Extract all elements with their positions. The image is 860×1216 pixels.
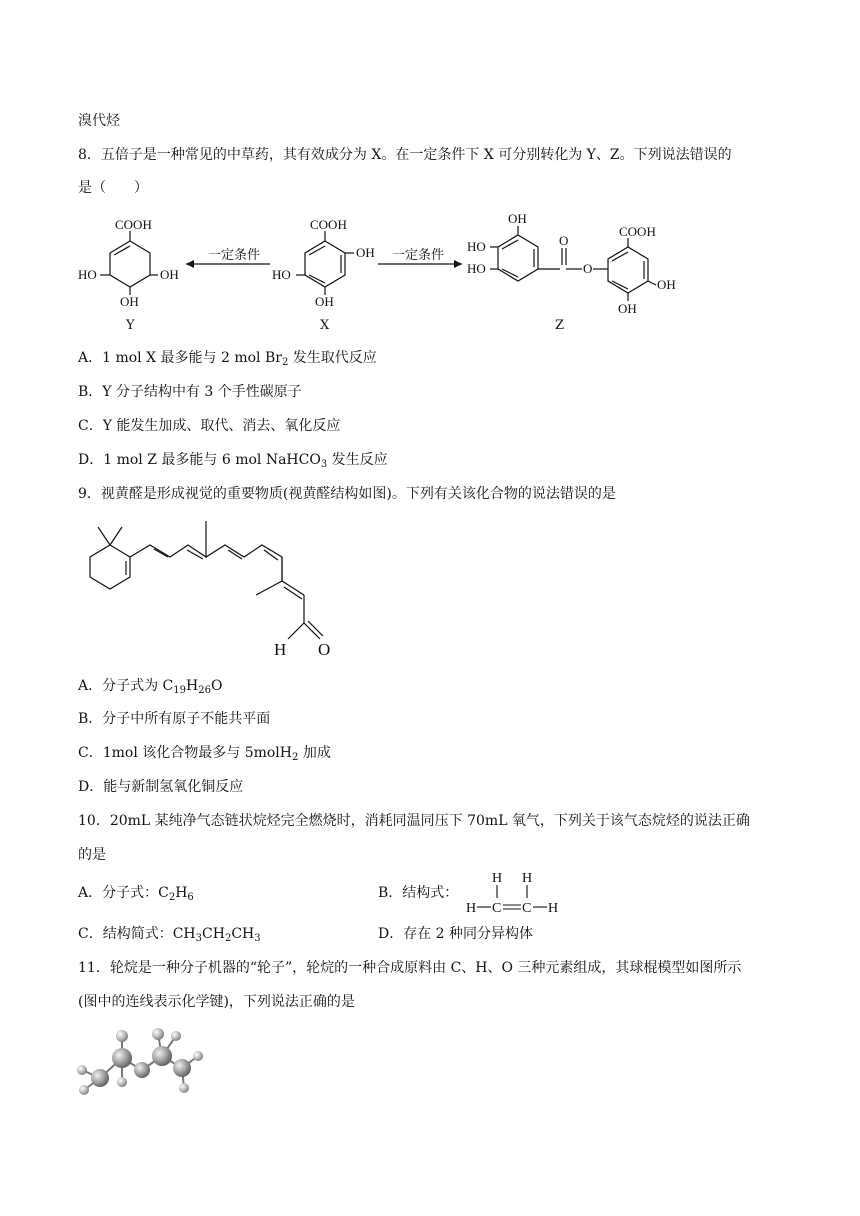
h-atom-ball	[116, 1030, 128, 1042]
y-ring	[110, 241, 150, 287]
q9-option-d: D．能与新制氢氧化铜反应	[78, 779, 244, 795]
q10-option-d: D．存在 2 种同分异构体	[378, 926, 534, 942]
x-oh-bottom: OH	[315, 294, 334, 309]
heavy-atom-ball	[91, 1069, 109, 1087]
q10-stem-line1: 10．20mL 某纯净气态链状烷烃完全燃烧时，消耗同温同压下 70mL 氧气，下列关于该气态烷烃的说法正确	[78, 813, 750, 829]
x-cooh: COOH	[310, 217, 347, 232]
polyene-chain	[130, 521, 282, 581]
y-oh-bottom: OH	[120, 294, 139, 309]
ethylene-h-top-right: H	[522, 871, 533, 886]
arrow-label-left: 一定条件	[208, 247, 261, 262]
label-z: Z	[555, 318, 565, 333]
y-cooh: COOH	[115, 217, 152, 232]
q10-option-c: C．结构简式：$CH_3CH_2CH_3$	[78, 926, 261, 944]
h-atom-ball	[152, 1028, 164, 1040]
ethylene-structural-formula	[462, 865, 572, 917]
q9-option-a: A．分子式为 $C_{19}H_{26}O$	[78, 678, 223, 696]
z-oh-top: OH	[508, 211, 527, 226]
retinal-structure-figure	[70, 515, 370, 665]
q8-stem-line2: 是（ ）	[78, 180, 148, 196]
h-atom-ball	[79, 1085, 89, 1095]
z-left-ring	[498, 235, 538, 281]
aldehyde-h: H	[274, 640, 287, 659]
label-y: Y	[126, 318, 135, 333]
z-ho-1: HO	[467, 239, 486, 254]
y-ho: HO	[78, 267, 97, 282]
heavy-atom-ball	[173, 1059, 191, 1077]
q9-option-b: B．分子中所有原子不能共平面	[78, 711, 271, 727]
q10-option-a: A．分子式：$C_2H_6$	[78, 885, 194, 903]
ethylene-c-left: C	[492, 901, 502, 916]
z-right-ring	[608, 247, 648, 293]
z-ho-2: HO	[467, 261, 486, 276]
z-oh-bottom: OH	[618, 301, 637, 316]
z-carbonyl-o: O	[559, 233, 569, 248]
q11-stem-line1: 11．轮烷是一种分子机器的“轮子”，轮烷的一种合成原料由 C、H、O 三种元素组成，其球棍模型如图所示	[78, 960, 742, 976]
q8-option-b: B．Y 分子结构中有 3 个手性碳原子	[78, 384, 302, 400]
x-oh-right: OH	[356, 245, 375, 260]
y-oh-right: OH	[160, 267, 179, 282]
label-x: X	[320, 318, 330, 333]
q9-stem: 9．视黄醛是形成视觉的重要物质(视黄醛结构如图)。下列有关该化合物的说法错误的是	[78, 486, 616, 502]
heavy-atom-ball	[134, 1062, 150, 1078]
q8-option-d: D．1 mol Z 最多能与 6 mol NaHCO$_3$ 发生反应	[78, 452, 388, 470]
x-ho: HO	[272, 267, 291, 282]
h-atom-ball	[77, 1065, 87, 1075]
h-atom-ball	[179, 1083, 189, 1093]
ethylene-h-top-left: H	[492, 871, 503, 886]
ball-and-stick-model	[70, 1022, 220, 1102]
heavy-atom-ball	[152, 1046, 172, 1066]
ethylene-h-left: H	[466, 901, 477, 916]
q10-option-b: B．结构式：	[378, 885, 459, 901]
q8-option-a: A．1 mol X 最多能与 2 mol $Br_2$ 发生取代反应	[78, 350, 377, 368]
q9-option-c: C．1mol 该化合物最多与 5molH$_2$ 加成	[78, 745, 331, 763]
q8-reaction-figure	[70, 205, 710, 335]
z-oh-right: OH	[657, 277, 676, 292]
ethylene-c-right: C	[522, 901, 532, 916]
arrow-label-right: 一定条件	[392, 247, 445, 262]
h-atom-ball	[171, 1031, 181, 1041]
q10-stem-line2: 的是	[78, 847, 106, 863]
x-ring	[305, 241, 345, 287]
z-ester-o: O	[583, 261, 593, 276]
cyclohexene-ring	[90, 545, 130, 589]
ethylene-h-right: H	[548, 901, 559, 916]
heavy-atom-ball	[112, 1048, 132, 1068]
z-cooh: COOH	[619, 224, 656, 239]
q11-stem-line2: (图中的连线表示化学键)，下列说法正确的是	[78, 994, 355, 1010]
aldehyde-o: O	[318, 640, 331, 659]
q8-option-c: C．Y 能发生加成、取代、消去、氧化反应	[78, 418, 341, 434]
h-atom-ball	[117, 1077, 127, 1087]
h-atom-ball	[193, 1051, 203, 1061]
q8-stem-line1: 8．五倍子是一种常见的中草药，其有效成分为 X。在一定条件下 X 可分别转化为 Y、Z。下列说法错误的	[78, 147, 732, 163]
previous-question-tail: 溴代烃	[78, 113, 120, 129]
